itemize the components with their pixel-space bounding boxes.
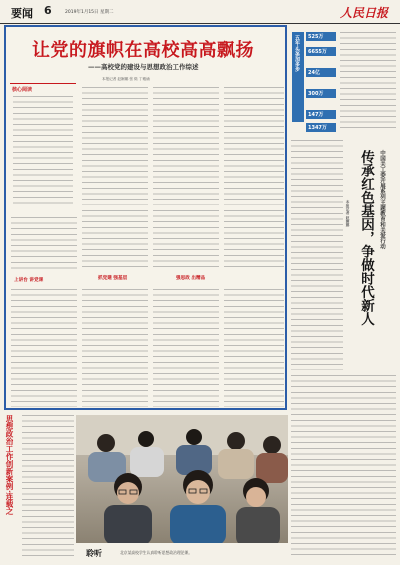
stat-value: 24亿 — [306, 68, 336, 77]
lead-col-1 — [11, 217, 77, 272]
lead-col-4b — [224, 210, 284, 268]
stat-value: 525万 — [306, 32, 336, 41]
series-vertical-title: 思想政治工作创新案例·连载之 — [5, 415, 14, 516]
lead-subheadline: ——高校党的建设与思想政治工作综述 — [88, 63, 199, 71]
right-story-title-text: 传承红色基因，争做时代新人 — [358, 150, 374, 326]
photo-caption-title: 聆听 — [86, 548, 102, 558]
stat-value: 300万 — [306, 89, 336, 98]
core-reading-title: 核心阅读 — [12, 87, 33, 93]
lead-col-4 — [224, 87, 284, 205]
right-story-byline-text: 本报记者 赵婀娜 — [346, 200, 350, 227]
lead-subhead-3: 强思政 出精品 — [176, 276, 206, 281]
right-story-col-b — [291, 375, 396, 560]
lead-col-3 — [153, 87, 219, 205]
core-reading-box — [10, 83, 76, 211]
lead-headline: 让党的旗帜在高校高高飘扬 — [32, 40, 254, 61]
lead-col-2c — [82, 289, 148, 407]
stats-column-label-text: 五年·头条加多步 — [294, 35, 300, 72]
right-story-title — [356, 150, 378, 360]
bottom-left-text — [22, 415, 74, 560]
stats-column-label — [292, 32, 304, 122]
lead-col-1b — [11, 289, 77, 407]
right-story-byline — [346, 200, 354, 260]
lead-col-3b — [153, 210, 219, 268]
section-name: 要闻 — [11, 7, 33, 20]
lead-col-3c — [153, 289, 219, 407]
lead-col-2b — [82, 210, 148, 268]
photo-caption: 北京某高校学生认真聆听思想政治理论课。 — [120, 550, 193, 555]
issue-date: 2019年1月15日 星期二 — [65, 10, 114, 15]
series-vertical-banner — [4, 415, 18, 560]
stat-value: 6655万 — [306, 47, 336, 56]
core-reading-text — [13, 96, 73, 206]
right-story-col-a — [291, 140, 343, 370]
newspaper-logo: 人民日报 — [340, 6, 389, 20]
page-header — [0, 0, 400, 24]
stats-list — [306, 32, 336, 132]
lead-story-frame — [4, 25, 287, 410]
lead-byline: 本报记者 赵婀娜 张 烁 丁雅诵 — [102, 77, 150, 81]
classroom-photo — [76, 415, 288, 543]
lead-col-4c — [224, 289, 284, 407]
lead-subhead-2: 抓党建 强基层 — [98, 276, 128, 281]
stat-value: 147万 — [306, 110, 336, 119]
stats-desc — [340, 32, 396, 132]
lead-subhead-1: 上讲台 讲党课 — [14, 278, 44, 283]
lead-col-2 — [82, 87, 148, 205]
stat-value: 1347万 — [306, 123, 336, 132]
right-story-kicker-text: 中国关工委开展系列主题教育和关爱行动 — [379, 150, 385, 249]
page-number: 6 — [44, 4, 52, 17]
right-story-kicker — [378, 150, 390, 260]
students-illustration — [76, 415, 288, 543]
